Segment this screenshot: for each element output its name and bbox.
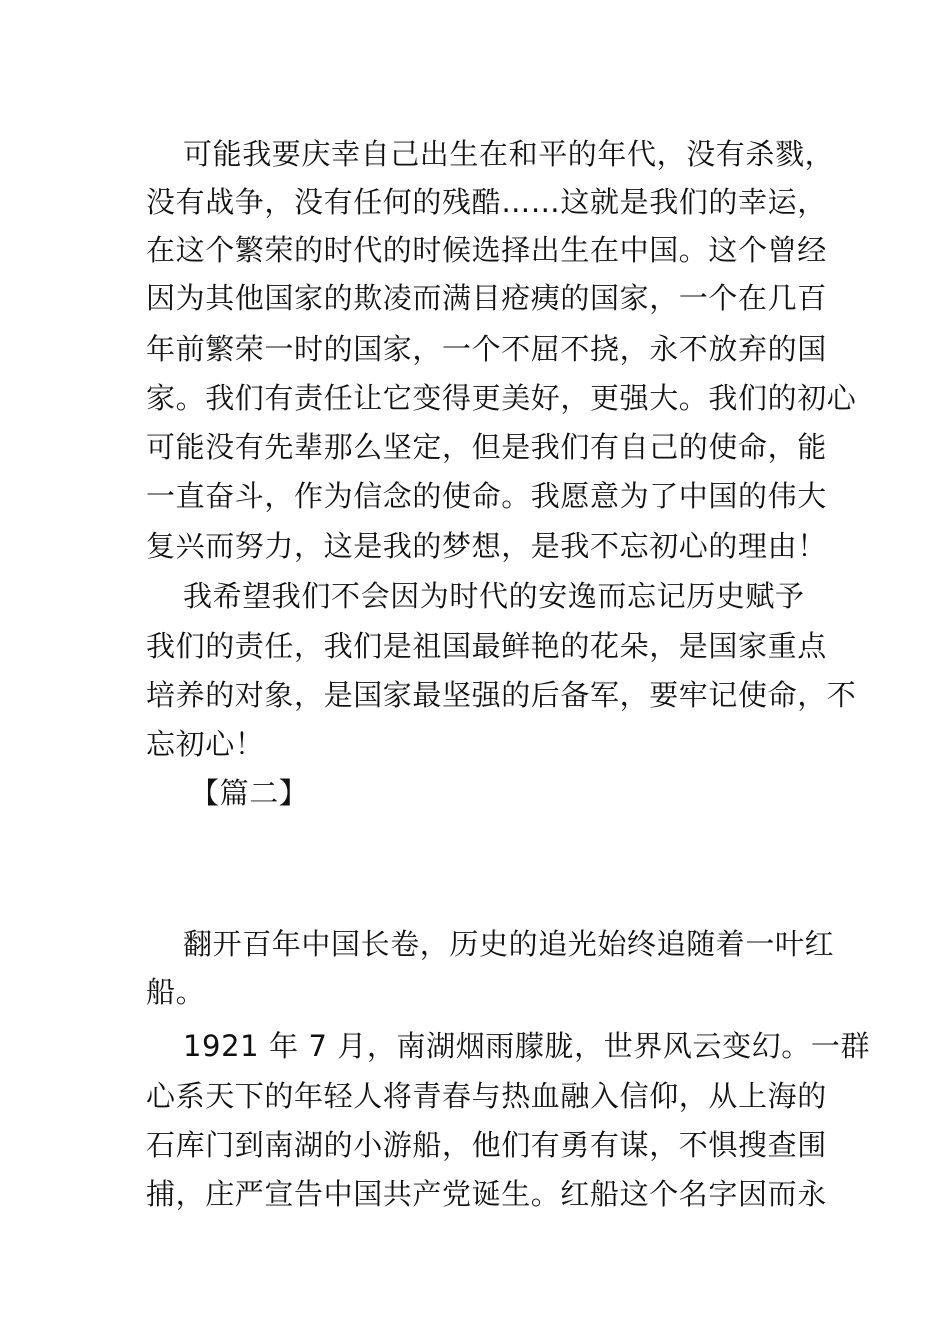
text-line: 培养的对象，是国家最坚强的后备军，要牢记使命，不 xyxy=(146,678,857,712)
section-heading: 【篇二】 xyxy=(190,776,309,810)
text-line: 年前繁荣一时的国家，一个不屈不挠，永不放弃的国 xyxy=(146,332,827,366)
text-line: 因为其他国家的欺凌而满目疮痍的国家，一个在几百 xyxy=(146,281,827,315)
text-line: 翻开百年中国长卷，历史的追光始终追随着一叶红 xyxy=(183,927,835,961)
text-line: 忘初心！ xyxy=(146,727,265,761)
text-line: 我希望我们不会因为时代的安逸而忘记历史赋予 xyxy=(183,579,805,613)
text-line: 在这个繁荣的时代的时候选择出生在中国。这个曾经 xyxy=(146,233,827,267)
text-line: 船。 xyxy=(146,975,206,1009)
text-line: 1921 年 7 月，南湖烟雨朦胧，世界风云变幻。一群 xyxy=(183,1029,871,1063)
text-line: 一直奋斗，作为信念的使命。我愿意为了中国的伟大 xyxy=(146,479,827,513)
text-line: 石库门到南湖的小游船，他们有勇有谋，不惧搜查围 xyxy=(146,1128,827,1162)
text-line: 没有战争，没有任何的残酷……这就是我们的幸运， xyxy=(146,185,827,219)
text-line: 可能我要庆幸自己出生在和平的年代，没有杀戮， xyxy=(183,137,835,171)
text-line: 捕，庄严宣告中国共产党诞生。红船这个名字因而永 xyxy=(146,1177,827,1211)
text-line: 复兴而努力，这是我的梦想，是我不忘初心的理由！ xyxy=(146,529,827,563)
text-line: 可能没有先辈那么坚定，但是我们有自己的使命，能 xyxy=(146,430,827,464)
text-line: 心系天下的年轻人将青春与热血融入信仰，从上海的 xyxy=(146,1079,827,1113)
text-line: 我们的责任，我们是祖国最鲜艳的花朵，是国家重点 xyxy=(146,629,827,663)
text-line: 家。我们有责任让它变得更美好，更强大。我们的初心 xyxy=(146,381,857,415)
